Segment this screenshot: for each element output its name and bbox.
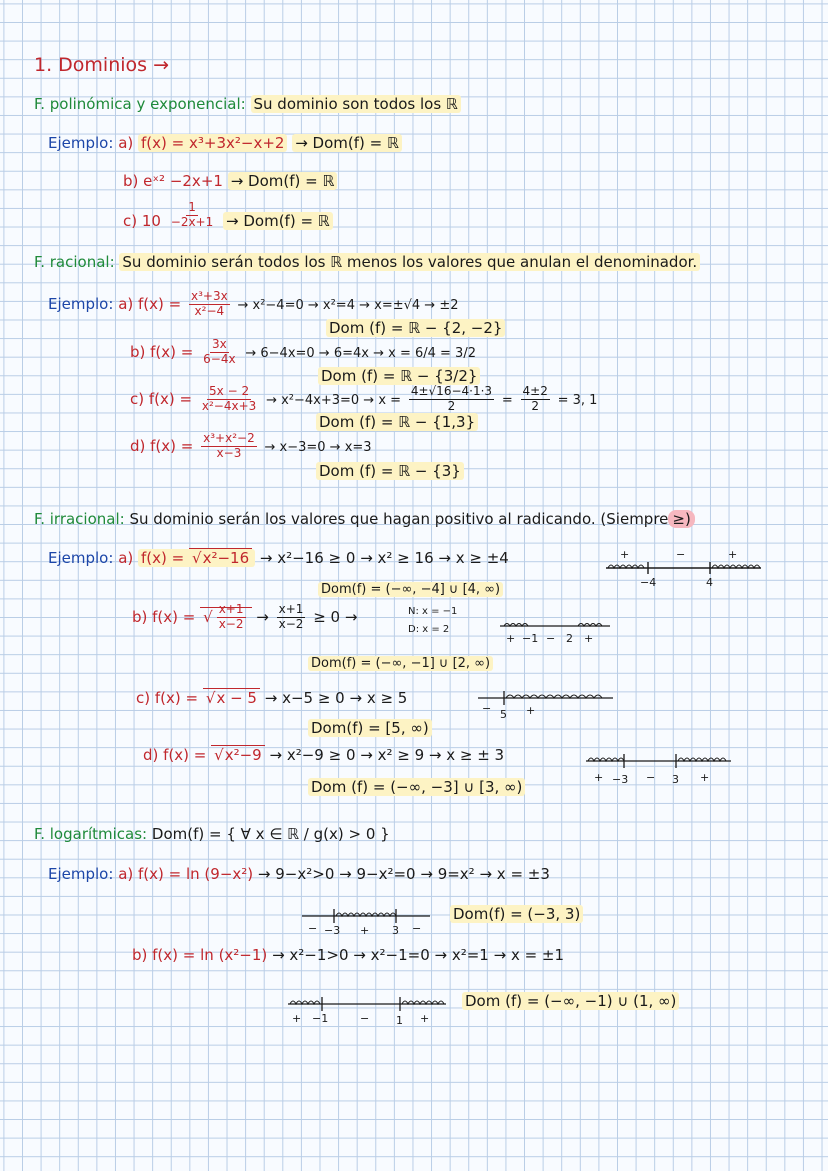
tick-minus-1: −1 [312, 1012, 329, 1025]
tick-minus-3: −3 [612, 773, 629, 786]
racional-example-a: Ejemplo: a) f(x) = $\frac{\text{x³+3x}}{\text{x²−4}}$ → x²−4=0 → x²=4 → x=±√4 → ±2 [48, 289, 459, 318]
sign-plus-left: + [620, 548, 630, 561]
logaritmica-heading [34, 826, 390, 843]
ejemplo-label: Ejemplo: [48, 294, 114, 313]
logaritmica-example-a [48, 866, 550, 883]
polinomica-example-a [48, 135, 402, 152]
roots-c: = 3, 1 [557, 392, 598, 408]
polinomica-example-c [123, 200, 333, 236]
inequality-b: $\frac{x+1}{x-2}$ [278, 602, 304, 631]
irracional-heading [34, 511, 695, 528]
irracional-example-d: d) f(x) = √ x²−9 → x²−9 ≥ 0 → x² ≥ 9 → x ≥ ± 3 [143, 747, 504, 764]
denominator-root: D: x = 2 [408, 624, 450, 635]
tick-minus-1: −1 [522, 632, 539, 645]
page-title: 1. Dominios → [34, 54, 170, 76]
sign-minus: − [482, 702, 492, 715]
item-label: d) [143, 746, 159, 764]
function-c-exponent: $\frac{1}{-2x+1}$ [170, 200, 214, 229]
item-label: c) [136, 689, 151, 707]
calc-d: → x−3=0 → x=3 [264, 439, 372, 455]
sign-minus: − [676, 548, 686, 561]
sign-plus-left: + [594, 771, 604, 784]
siempre-note: (Siempre [600, 510, 669, 528]
domain-a: Dom(f) = (−∞, −4] ∪ [4, ∞) [318, 580, 503, 597]
sign-plus-right: + [700, 771, 710, 784]
function-b-root: √ $\frac{x+1}{x-2}$ [200, 607, 251, 626]
sign-plus-left: + [506, 632, 516, 645]
irracional-label: F. irracional: [34, 510, 125, 528]
domain-log-a: Dom(f) = (−3, 3) [450, 906, 583, 923]
item-label: b) [132, 946, 148, 964]
calc-c: → x−5 ≥ 0 → x ≥ 5 [264, 689, 408, 707]
sign-line-log-b [286, 988, 456, 1028]
tick-4: 4 [706, 576, 713, 589]
siempre-symbol: ≥) [668, 510, 694, 528]
ejemplo-label: Ejemplo: [48, 134, 114, 152]
item-label: a) [118, 134, 134, 152]
function-d-root: √ x²−9 [211, 745, 265, 764]
domain-log-b: Dom (f) = (−∞, −1) ∪ (1, ∞) [462, 993, 679, 1010]
item-label: c) [123, 211, 138, 230]
logaritmica-def: Dom(f) = { ∀ x ∈ ℝ / g(x) > 0 } [151, 825, 390, 843]
irracional-example-c: c) f(x) = √ x − 5 → x−5 ≥ 0 → x ≥ 5 [136, 690, 407, 707]
tick-3: 3 [672, 773, 679, 786]
fraction-a: $\frac{\text{x³+3x}}{\text{x²−4}}$ [191, 289, 228, 318]
sign-minus: − [360, 1012, 370, 1025]
irracional-desc: Su dominio serán los valores que hagan positivo al radicando. [129, 510, 596, 528]
irracional-example-a [48, 550, 509, 567]
sign-minus-left: − [308, 922, 318, 935]
fraction-b: $\frac{3x}{6-4x}$ [203, 337, 236, 366]
sign-line-c [478, 682, 618, 722]
racional-example-d: d) f(x) = $\frac{\text{x³+x²−2}}{x-3}$ → x−3=0 → x=3 [130, 431, 372, 460]
sign-plus-right: + [728, 548, 738, 561]
sign-line-b [500, 612, 620, 648]
sign-plus: + [526, 704, 536, 717]
sign-plus-left: + [292, 1012, 302, 1025]
racional-example-c: c) f(x) = $\frac{5x - 2}{\text{x²−4x+3}}$ → x²−4x+3=0 → x = $\frac{4\pm√16-4\cdot 1\cdot 3}{2}$ = $\frac{4\pm 2}{2}$ = 3, 1 [130, 384, 598, 413]
tick-3: 3 [392, 924, 399, 937]
fraction-d: $\frac{\text{x³+x²−2}}{x-3}$ [203, 431, 255, 460]
sign-plus-right: + [584, 632, 594, 645]
sign-plus-right: + [420, 1012, 430, 1025]
item-label: b) [123, 172, 139, 190]
fraction-c: $\frac{5x - 2}{\text{x²−4x+3}}$ [201, 384, 257, 413]
domain-a: Dom (f) = ℝ − {2, −2} [326, 320, 505, 337]
sign-line-log-a [300, 900, 440, 940]
sign-line-a [606, 548, 766, 590]
domain-a: → Dom(f) = ℝ [292, 134, 402, 152]
domain-b: → Dom(f) = ℝ [228, 172, 338, 190]
quadratic-formula: $\frac{4\pm√16-4\cdot 1\cdot 3}{2}$ [410, 384, 493, 413]
racional-heading [34, 254, 700, 271]
racional-desc: Su dominio serán todos los ℝ menos los valores que anulan el denominador. [119, 253, 700, 271]
calc-a: → 9−x²>0 → 9−x²=0 → 9=x² → x = ±3 [257, 865, 550, 883]
calc-b: → 6−4x=0 → 6=4x → x = 6/4 = 3/2 [245, 345, 476, 361]
tick-minus-3: −3 [324, 924, 341, 937]
sign-minus: − [646, 771, 656, 784]
polinomica-example-b [123, 173, 337, 190]
function-b: f(x) = ln (x²−1) [152, 946, 268, 964]
item-label: a) [118, 549, 134, 567]
racional-label: F. racional: [34, 253, 115, 271]
function-b: eˣ² −2x+1 [143, 172, 223, 190]
tick-minus-4: −4 [640, 576, 657, 589]
polinomica-heading [34, 96, 461, 113]
irracional-example-b: b) f(x) = √ $\frac{x+1}{x-2}$ → $\frac{x+1}{x-2}$ ≥ 0 → [132, 603, 357, 632]
calc-b: → x²−1>0 → x²−1=0 → x²=1 → x = ±1 [272, 946, 565, 964]
calc-c: → x²−4x+3=0 → x = [266, 392, 402, 408]
polinomica-desc: Su dominio son todos los ℝ [251, 95, 461, 113]
numerator-root: N: x = −1 [408, 606, 458, 617]
domain-b: Dom(f) = (−∞, −1] ∪ [2, ∞) [308, 654, 493, 671]
domain-c: Dom (f) = ℝ − {1,3} [316, 414, 478, 431]
domain-b: Dom (f) = ℝ − {3/2} [318, 368, 480, 385]
logaritmica-label: F. logarítmicas: [34, 825, 148, 843]
domain-c: → Dom(f) = ℝ [223, 212, 333, 230]
domain-c: Dom(f) = [5, ∞) [308, 720, 432, 737]
ejemplo-label: Ejemplo: [48, 865, 114, 883]
item-label: b) [130, 342, 146, 361]
item-label: d) [130, 436, 146, 455]
racional-example-b: b) f(x) = $\frac{3x}{6-4x}$ → 6−4x=0 → 6=4x → x = 6/4 = 3/2 [130, 337, 476, 366]
tick-5: 5 [500, 708, 507, 721]
polinomica-label: F. polinómica y exponencial: [34, 95, 246, 113]
function-c-root: √ x − 5 [203, 688, 260, 707]
function-a: f(x) = √ x²−16 [138, 549, 255, 567]
logaritmica-example-b [132, 947, 564, 964]
function-a: f(x) = ln (9−x²) [138, 865, 254, 883]
sign-plus: + [360, 924, 370, 937]
item-label: c) [130, 389, 145, 408]
function-c-base: 10 [141, 211, 161, 230]
sign-minus-right: − [412, 922, 422, 935]
item-label: a) [118, 865, 134, 883]
calc-d: → x²−9 ≥ 0 → x² ≥ 9 → x ≥ ± 3 [269, 746, 505, 764]
calc-a: → x²−16 ≥ 0 → x² ≥ 16 → x ≥ ±4 [259, 549, 509, 567]
quadratic-simplified: $\frac{4\pm 2}{2}$ [522, 384, 548, 413]
item-label: b) [132, 607, 148, 626]
function-a: f(x) = x³+3x²−x+2 [138, 134, 287, 152]
tick-2: 2 [566, 632, 573, 645]
sign-line-d [586, 745, 736, 787]
item-label: a) [118, 294, 134, 313]
tick-1: 1 [396, 1014, 403, 1027]
domain-d: Dom (f) = ℝ − {3} [316, 463, 464, 480]
calc-a: → x²−4=0 → x²=4 → x=±√4 → ±2 [237, 297, 459, 313]
ejemplo-label: Ejemplo: [48, 549, 114, 567]
sign-minus: − [546, 632, 556, 645]
domain-d: Dom (f) = (−∞, −3] ∪ [3, ∞) [308, 779, 525, 796]
